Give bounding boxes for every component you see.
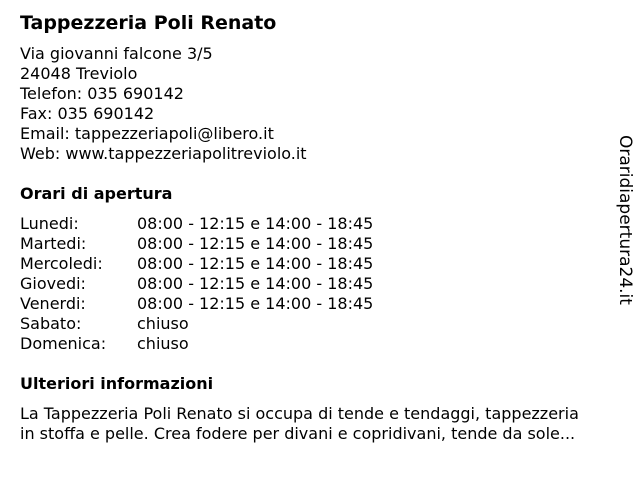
hours-row <box>20 254 373 274</box>
hours-time: chiuso <box>137 334 189 353</box>
email-link[interactable]: Email: tappezzeriapoli@libero.it <box>20 124 274 143</box>
hours-day: Martedi: <box>20 234 87 253</box>
hours-time: 08:00 - 12:15 e 14:00 - 18:45 <box>137 214 374 233</box>
fax-number: Fax: 035 690142 <box>20 104 155 123</box>
hours-day: Lunedi: <box>20 214 79 233</box>
hours-row <box>20 274 373 294</box>
contact-block <box>20 44 307 164</box>
address-city: 24048 Treviolo <box>20 64 138 83</box>
business-name: Tappezzeria Poli Renato <box>20 12 277 34</box>
site-watermark <box>611 135 637 311</box>
hours-row <box>20 334 373 354</box>
description-line: in stoffa e pelle. Crea fodere per divani e copridivani, tende da sole... <box>20 424 576 443</box>
hours-day: Mercoledi: <box>20 254 103 273</box>
opening-hours-table <box>20 214 373 354</box>
hours-row <box>20 314 373 334</box>
more-info-heading: Ulteriori informazioni <box>20 374 214 393</box>
watermark-text: Oraridiapertura24.it <box>615 135 635 305</box>
opening-hours-heading: Orari di apertura <box>20 184 173 203</box>
description-text <box>20 404 630 444</box>
hours-day: Giovedi: <box>20 274 86 293</box>
address-street: Via giovanni falcone 3/5 <box>20 44 213 63</box>
hours-day: Sabato: <box>20 314 82 333</box>
hours-row <box>20 214 373 234</box>
hours-time: 08:00 - 12:15 e 14:00 - 18:45 <box>137 234 374 253</box>
website-link[interactable]: Web: www.tappezzeriapolitreviolo.it <box>20 144 307 163</box>
hours-row <box>20 234 373 254</box>
hours-row <box>20 294 373 314</box>
hours-time: 08:00 - 12:15 e 14:00 - 18:45 <box>137 294 374 313</box>
hours-day: Venerdi: <box>20 294 86 313</box>
hours-time: 08:00 - 12:15 e 14:00 - 18:45 <box>137 254 374 273</box>
hours-day: Domenica: <box>20 334 107 353</box>
hours-time: 08:00 - 12:15 e 14:00 - 18:45 <box>137 274 374 293</box>
phone-number[interactable]: Telefon: 035 690142 <box>20 84 184 103</box>
hours-time: chiuso <box>137 314 189 333</box>
description-line: La Tappezzeria Poli Renato si occupa di tende e tendaggi, tappezzeria <box>20 404 579 423</box>
